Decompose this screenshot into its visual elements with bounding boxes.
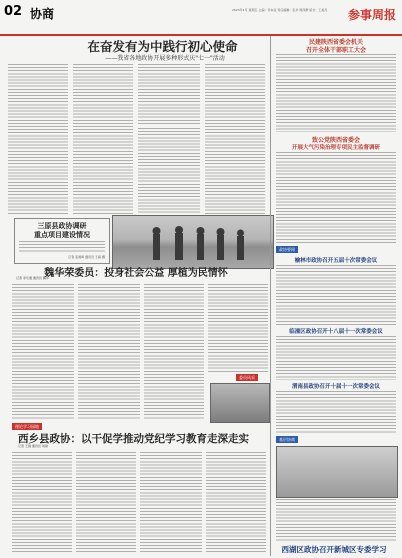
column-divider: [270, 36, 271, 556]
main-text-col-4: [205, 64, 265, 214]
section-name: 协商: [30, 7, 55, 21]
article-two-col-4: [208, 284, 268, 374]
article-two-col-2: [78, 284, 140, 420]
right-text-four: [276, 336, 396, 380]
member-portrait: [210, 383, 270, 423]
tag-cppcc-news: 政协要闻: [276, 246, 298, 253]
caption-text: [19, 241, 105, 253]
people-figures: [113, 216, 273, 268]
masthead: 参事周报: [347, 8, 396, 22]
right-text-three: [276, 265, 396, 325]
news-photo: [112, 215, 274, 269]
main-text-col-3: [138, 64, 200, 124]
article-three-col-2: [76, 452, 136, 552]
right-headline-four: 临潼区政协召开十八届十一次常委会议: [289, 329, 383, 335]
right-text-two: [276, 152, 396, 244]
caption-byline: 记者 张晨鸣 通讯员 王娟 摄: [68, 255, 105, 259]
article-three-col-3: [140, 452, 202, 552]
article-two-col-3: [144, 284, 204, 420]
right-text-six: [276, 499, 396, 541]
right-headline-two: 致公党陕西省委会: [311, 137, 360, 144]
right-text-one: [276, 54, 396, 132]
tag-theory-study: 理论学习园地: [12, 423, 42, 430]
main-title: 在奋发有为中践行初心使命: [87, 39, 238, 54]
right-photo: [276, 446, 398, 498]
article-two-byline: 记者 李乐通 通讯员 魏华: [16, 276, 49, 280]
tag-committee-style: 委员风采: [236, 374, 258, 381]
caption-title-2: 重点项目建设情况: [34, 230, 90, 239]
main-text-col-2: [73, 64, 133, 214]
right-headline-one: 民建陕西省委会机关: [308, 39, 363, 46]
article-three-col-4: [206, 452, 266, 552]
main-text-col-1: [8, 64, 68, 214]
caption-title: 三原县政协调研: [37, 221, 87, 230]
main-subtitle: ——我省各地政协开展多种形式庆"七一"活动: [105, 55, 225, 62]
article-three-title: 西乡县政协：以干促学推动党纪学习教育走深走实: [18, 433, 249, 445]
right-text-five: [276, 391, 396, 433]
article-two-title: 魏华荣委员：投身社会公益 厚植为民情怀: [44, 268, 228, 279]
page-number: 02: [4, 4, 23, 19]
header-bar: [0, 0, 402, 36]
issue-line: 2023年1月 星期五 主编：李东亚 责任编辑：张华 周泽群 版式：王美丹: [232, 8, 328, 12]
article-three-col-1: [12, 452, 72, 552]
main-text-col-3b: [138, 128, 200, 214]
right-headline-one-b: 召开全体干部职工大会: [305, 47, 366, 54]
tag-grassroots: 基层协商: [276, 436, 298, 443]
right-headline-three: 榆林市政协召开五届十次常委会议: [294, 258, 378, 264]
right-headline-two-b: 开展大气污染治理专项民主监督调研: [291, 145, 380, 151]
article-three-byline: 记者 王晨 通讯员 刘建: [18, 444, 48, 448]
photo-caption-box: [14, 218, 110, 264]
right-headline-six: 西湖区政协召开新城区专委学习: [281, 545, 387, 554]
article-two-col-1: [12, 284, 74, 420]
right-headline-five: 渭南县政协召开十届十一次常委会议: [291, 384, 380, 390]
